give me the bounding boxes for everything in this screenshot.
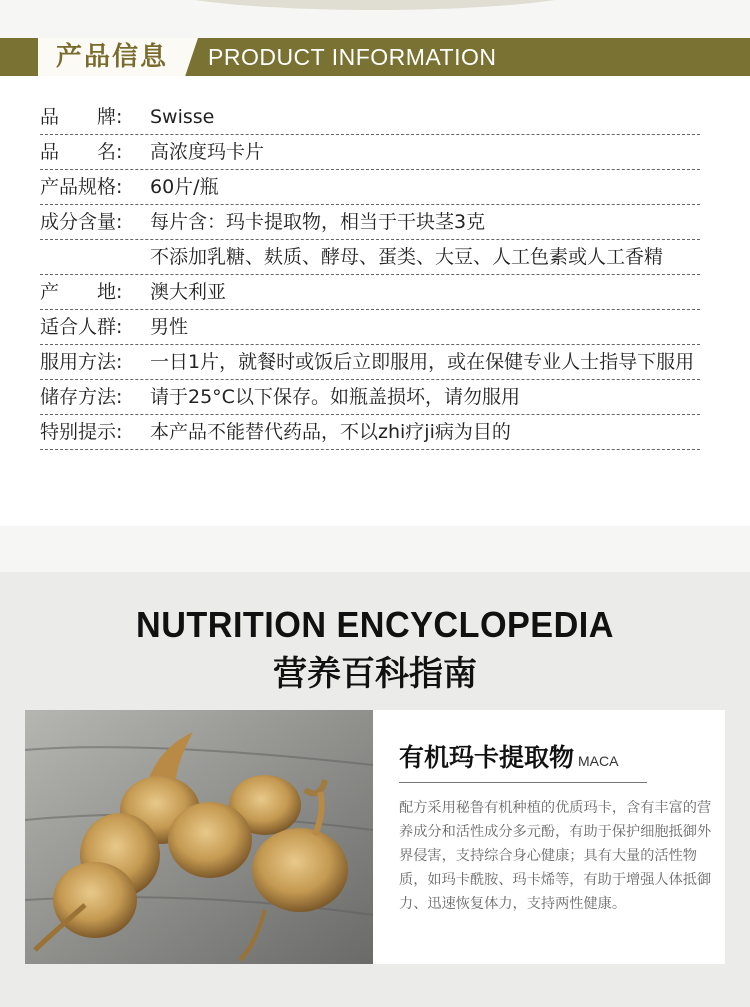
- top-decoration: [150, 0, 600, 10]
- row-value: Swisse: [150, 106, 215, 128]
- card-subtitle: MACA: [578, 753, 619, 769]
- maca-root-photo: [25, 710, 373, 964]
- info-row-name: [40, 135, 700, 170]
- row-label: 成分含量:: [40, 211, 123, 233]
- encyclopedia-title-cn: 营养百科指南: [273, 654, 477, 694]
- info-row-additives: [40, 240, 700, 275]
- row-value: 一日1片，就餐时或饭后立即服用，或在保健专业人士指导下服用: [150, 351, 695, 373]
- row-label: 产 地:: [40, 281, 123, 303]
- row-value: 每片含：玛卡提取物，相当于干块茎3克: [150, 211, 486, 233]
- row-value: 请于25°C以下保存。如瓶盖损坏，请勿服用: [150, 386, 520, 408]
- maca-root-illustration: [25, 710, 373, 964]
- info-row-ingredients: [40, 205, 700, 240]
- card-title: [399, 738, 618, 774]
- row-value: 高浓度玛卡片: [150, 141, 265, 163]
- product-info-panel: [0, 76, 750, 526]
- card-description: 配方采用秘鲁有机种植的优质玛卡，含有丰富的营养成分和活性成分多元酚，有助于保护细胞抵御外界侵害，支持综合身心健康；具有大量的活性物质，如玛卡酰胺、玛卡烯等，有助于增强人体抵御力、迅速恢复体力，支持两性健康。: [399, 800, 712, 912]
- info-row-storage: [40, 380, 700, 415]
- row-label: [40, 240, 148, 274]
- row-label: 产品规格:: [40, 176, 123, 198]
- info-row-audience: [40, 310, 700, 345]
- row-value: 60片/瓶: [150, 176, 219, 198]
- row-value: 澳大利亚: [150, 281, 227, 303]
- card-divider: [399, 782, 647, 783]
- info-row-usage: [40, 345, 700, 380]
- info-row-spec: [40, 170, 700, 205]
- info-table: [40, 100, 700, 450]
- row-label: 品 名:: [40, 141, 123, 163]
- info-row-origin: [40, 275, 700, 310]
- row-label: 储存方法:: [40, 386, 123, 408]
- info-row-brand: [40, 100, 700, 135]
- card-title-cn: 有机玛卡提取物: [399, 743, 575, 772]
- row-label: 品 牌:: [40, 106, 123, 128]
- header-title-en: PRODUCT INFORMATION: [208, 44, 497, 70]
- row-value: 男性: [150, 316, 189, 338]
- encyclopedia-title-en: NUTRITION ENCYCLOPEDIA: [136, 604, 614, 645]
- row-label: 服用方法:: [40, 351, 123, 373]
- row-value: 本产品不能替代药品，不以zhi疗ji病为目的: [150, 421, 511, 443]
- header-title-cn: 产品信息: [56, 42, 169, 72]
- row-label: 特别提示:: [40, 421, 123, 443]
- row-label: 适合人群:: [40, 316, 123, 338]
- row-value: 不添加乳糖、麸质、酵母、蛋类、大豆、人工色素或人工香精: [150, 246, 664, 268]
- info-row-notice: [40, 415, 700, 450]
- ingredient-card: [373, 710, 725, 964]
